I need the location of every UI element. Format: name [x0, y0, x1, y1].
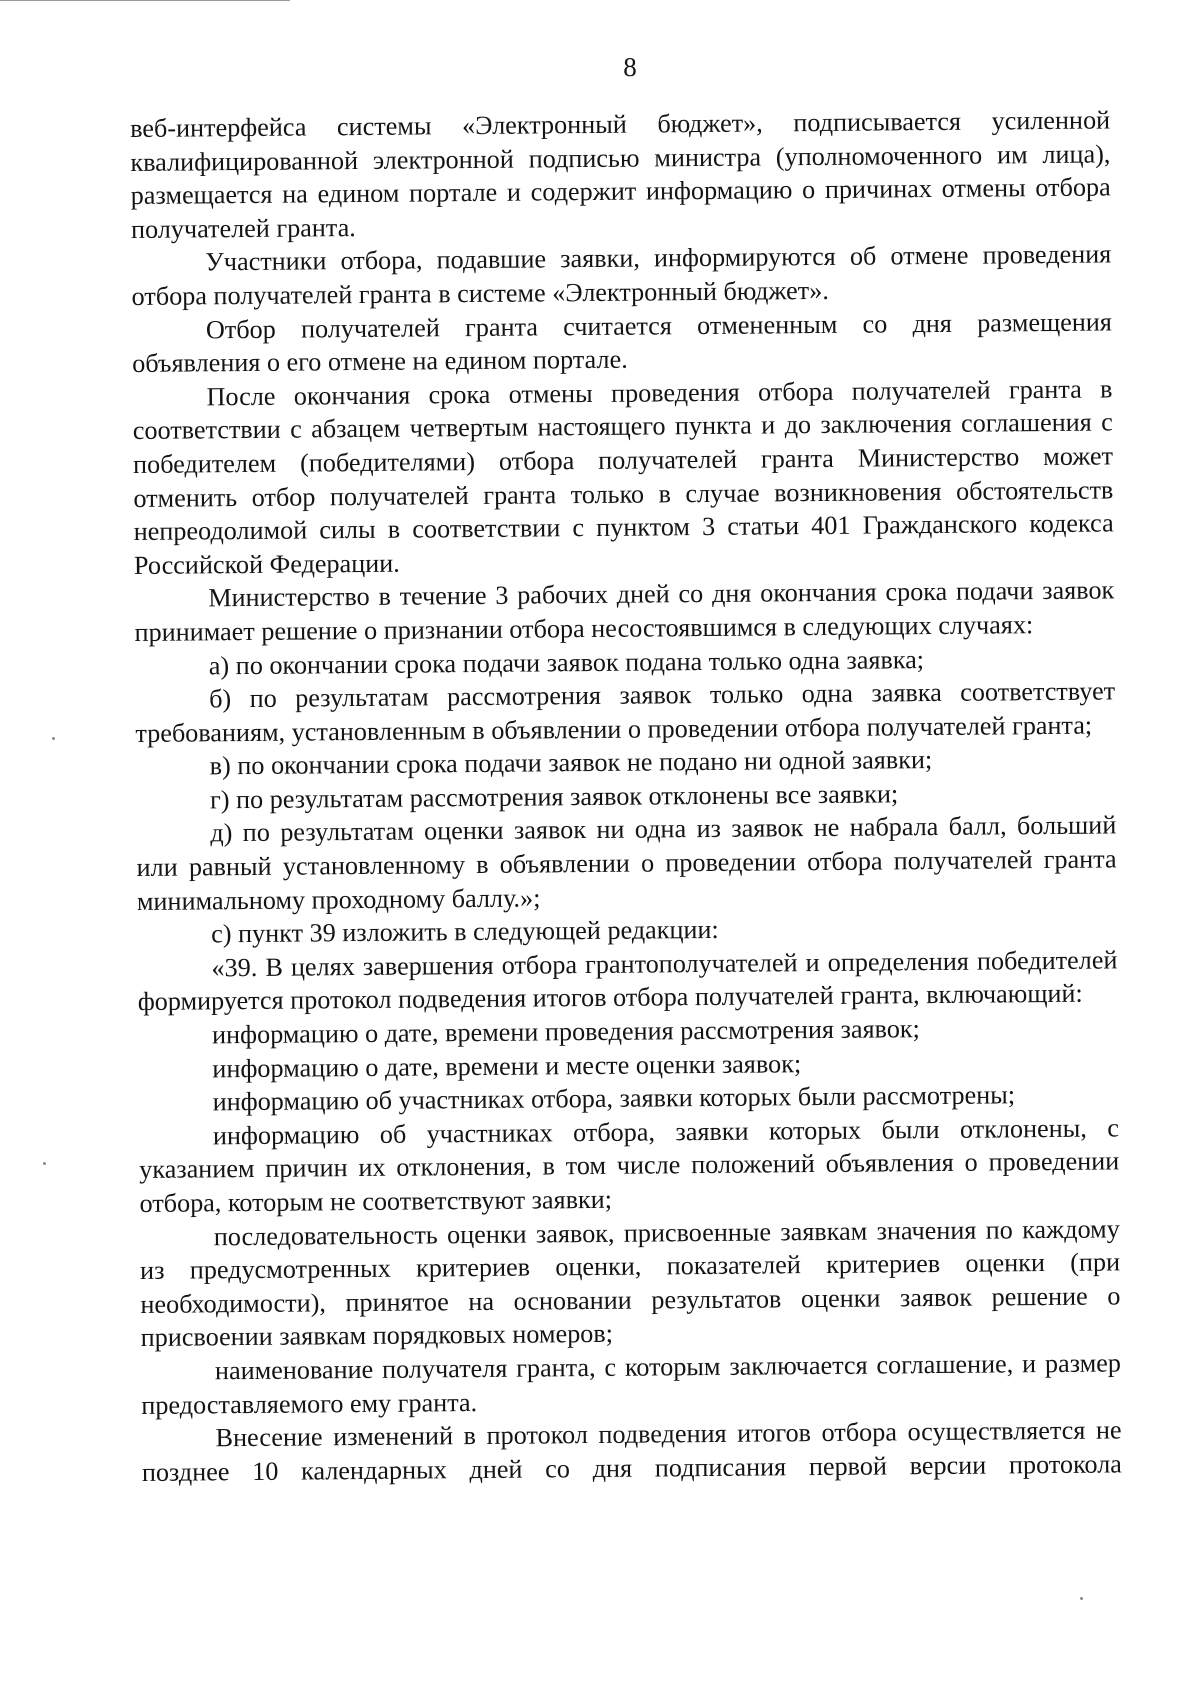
- protocol-item-reviewed-participants: информацию об участниках отбора, заявки которых были рассмотрены;: [212, 1080, 1016, 1117]
- list-item-g: г) по результатам рассмотрения заявок отклонены все заявки;: [209, 779, 899, 815]
- protocol-item-evaluation-sequence: последовательность оценки заявок, присвоенные заявкам значения по каждому из предусмотренных критериев оценки, показателей критериев оценки (при необходимости), принятое на основании результатов оценки заявок решение о присвоении заявкам порядковых номеров;: [139, 1213, 1121, 1353]
- scan-speck: [43, 1162, 46, 1165]
- clause-39: «39. В целях завершения отбора грантополучателей и определения победителей формируется протокол подведения итогов отбора получателей гранта, включающий:: [137, 945, 1118, 1017]
- list-item-a: а) по окончании срока подачи заявок подана только одна заявка;: [208, 644, 925, 680]
- page-number: 8: [623, 52, 637, 82]
- protocol-item-rejected-participants: информацию об участниках отбора, заявки которых были отклонены, с указанием причин их отклонения, в том числе положений объявления о проведении отбора, которым не соответствуют заявки;: [139, 1113, 1120, 1218]
- list-item-b: б) по результатам рассмотрения заявок только одна заявка соответствует требованиям, установленным в объявлении о проведении отбора получателей гранта;: [135, 676, 1116, 748]
- scan-speck: [1080, 1597, 1083, 1600]
- paragraph-3: Отбор получателей гранта считается отмененным со дня размещения объявления о его отмене на едином портале.: [132, 307, 1112, 379]
- list-item-v: в) по окончании срока подачи заявок не подано ни одной заявки;: [209, 745, 933, 781]
- protocol-item-evaluation-date: информацию о дате, времени и месте оценки заявок;: [212, 1048, 802, 1083]
- amendment-item-s: с) пункт 39 изложить в следующей редакции:: [211, 915, 719, 949]
- protocol-item-grant-recipient: наименование получателя гранта, с которым заключается соглашение, и размер предоставляемого ему гранта.: [141, 1348, 1122, 1420]
- paragraph-5: Министерство в течение 3 рабочих дней со дня окончания срока подачи заявок принимает решение о признании отбора несостоявшимся в следующих случаях:: [134, 575, 1115, 647]
- paragraph-1: веб-интерфейса системы «Электронный бюджет», подписывается усиленной квалифицированной электронной подписью министра (уполномоченного им лица), размещается на едином портале и содержит информацию о причинах отмены отбора получателей гранта.: [130, 105, 1111, 244]
- list-item-d: д) по результатам оценки заявок ни одна из заявок не набрала балл, больший или равный установленному в объявлении о проведении отбора получателей гранта минимальному проходному баллу.»;: [136, 810, 1117, 916]
- paragraph-4: После окончания срока отмены проведения отбора получателей гранта в соответствии с абзацем четвертым настоящего пункта и до заключения соглашения с победителем (победителями) отбора получателей гранта Министерство может отменить отбор получателей гранта только в случае возникновения обстоятельств непреодолимой силы в соответствии с пунктом 3 статьи 401 Гражданского кодекса Российской Федерации.: [132, 374, 1114, 580]
- paragraph-2: Участники отбора, подавшие заявки, информируются об отмене проведения отбора получателей гранта в системе «Электронный бюджет».: [131, 239, 1112, 311]
- document-body: [130, 103, 1122, 1489]
- scan-speck: [52, 737, 55, 740]
- paragraph-protocol-changes: Внесение изменений в протокол подведения итогов отбора осуществляется не позднее 10 календарных дней со дня подписания первой версии протокола: [141, 1415, 1122, 1487]
- protocol-item-review-date: информацию о дате, времени проведения рассмотрения заявок;: [211, 1014, 920, 1050]
